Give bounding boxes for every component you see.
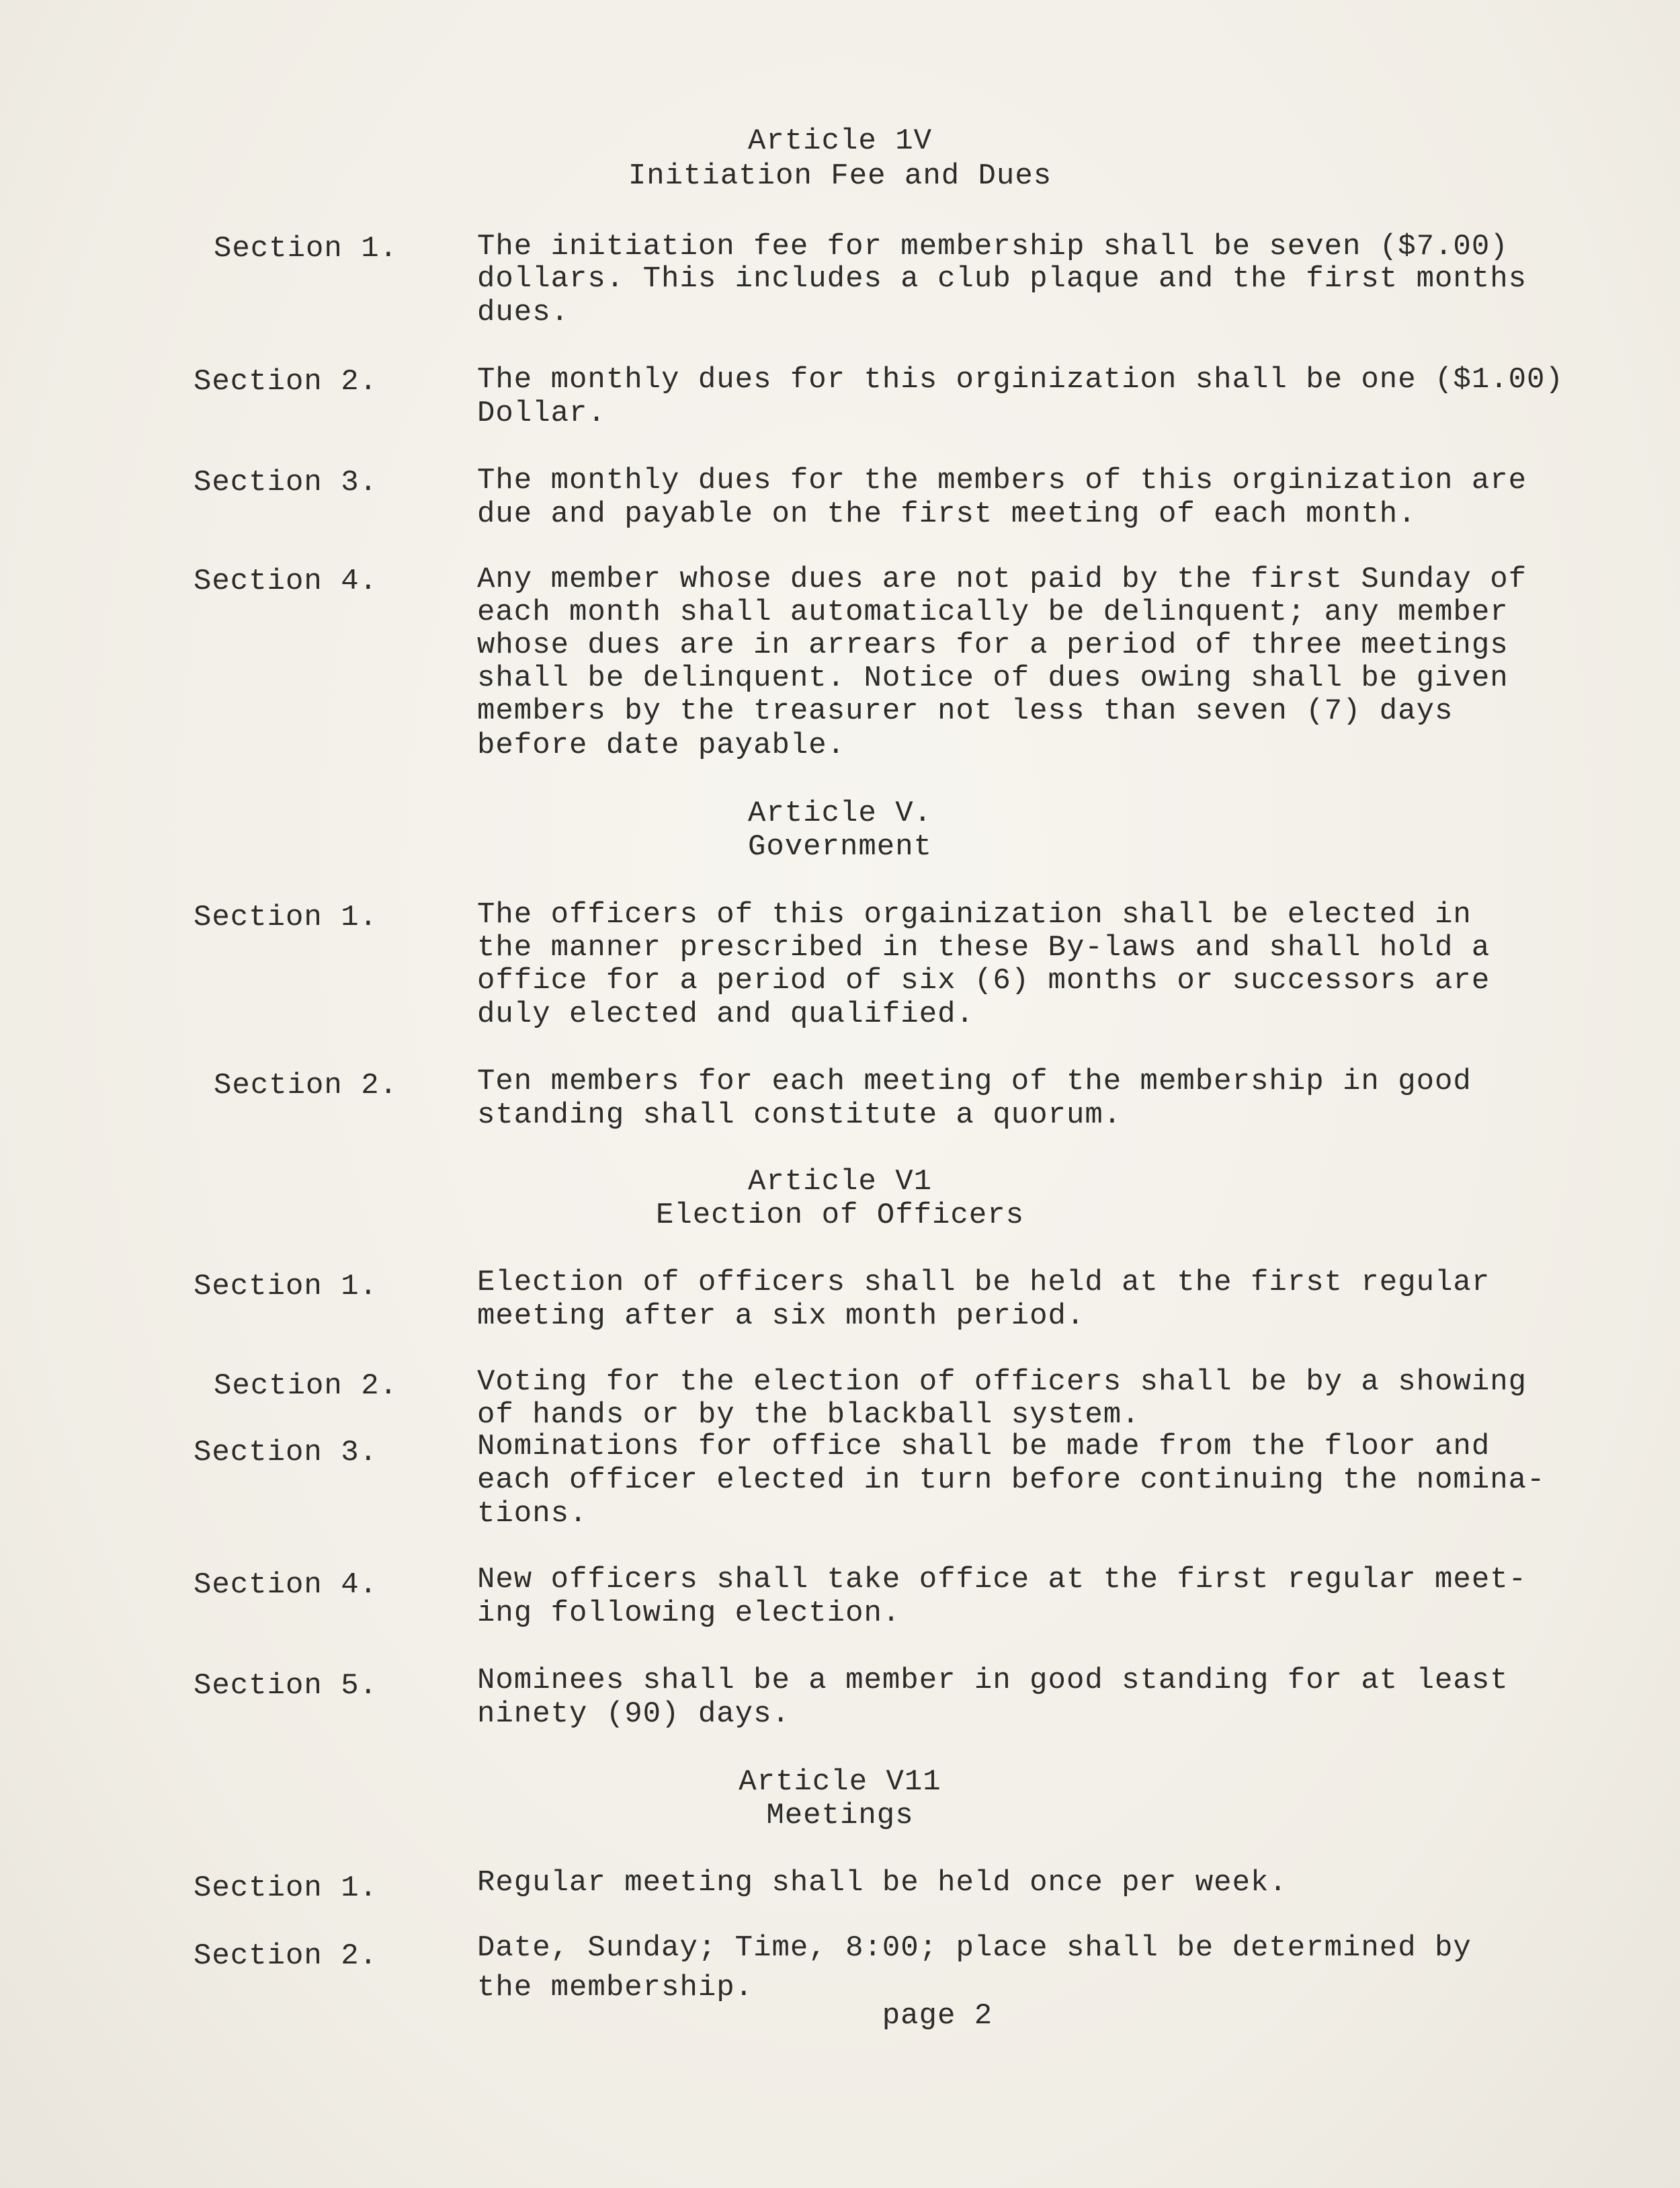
section-text-line: of hands or by the blackball system. <box>477 1398 1140 1432</box>
section-text-line: Regular meeting shall be held once per week. <box>477 1866 1288 1900</box>
section-text-line: tions. <box>477 1497 588 1531</box>
section-text-line: whose dues are in arrears for a period of three meetings <box>477 629 1509 662</box>
section-text-line: members by the treasurer not less than seven (7) days <box>477 694 1454 728</box>
section-label: Section 3. <box>194 466 378 499</box>
article-subtitle: Election of Officers <box>655 1199 1025 1232</box>
section-text-line: the membership. <box>477 1971 754 2004</box>
section-text-line: duly elected and qualified. <box>477 998 974 1031</box>
section-text-line: Nominees shall be a member in good standing for at least <box>477 1664 1509 1697</box>
section-label: Section 1. <box>194 1871 378 1905</box>
page-number: page 2 <box>882 1999 993 2033</box>
section-text-line: Dollar. <box>477 397 606 430</box>
section-text-line: meeting after a six month period. <box>477 1299 1085 1333</box>
section-text-line: dues. <box>477 296 570 329</box>
section-label: Section 2. <box>214 1369 398 1403</box>
section-label: Section 2. <box>214 1069 398 1102</box>
article-title: Article 1V <box>747 124 933 158</box>
section-label: Section 1. <box>214 232 398 266</box>
section-text-line: before date payable. <box>477 729 846 762</box>
article-subtitle: Meetings <box>766 1799 914 1832</box>
section-label: Section 1. <box>194 901 378 934</box>
section-text-line: Nominations for office shall be made from the floor and <box>477 1430 1490 1463</box>
section-text-line: The officers of this orgainization shall be elected in <box>477 898 1472 932</box>
section-text-line: shall be delinquent. Notice of dues owing shall be given <box>477 661 1509 695</box>
section-label: Section 2. <box>194 365 378 399</box>
section-text-line: ing following election. <box>477 1596 901 1630</box>
section-text-line: Date, Sunday; Time, 8:00; place shall be determined by <box>477 1931 1472 1965</box>
section-text-line: dollars. This includes a club plaque and the first months <box>477 262 1527 296</box>
section-text-line: the manner prescribed in these By-laws and shall hold a <box>477 931 1490 965</box>
section-label: Section 5. <box>194 1669 378 1703</box>
section-text-line: The monthly dues for the members of this orginization are <box>477 464 1527 497</box>
section-text-line: New officers shall take office at the first regular meet- <box>477 1563 1527 1596</box>
section-text-line: The initiation fee for membership shall be seven ($7.00) <box>477 230 1509 264</box>
section-text-line: Voting for the election of officers shall be by a showing <box>477 1365 1527 1399</box>
section-text-line: Any member whose dues are not paid by the first Sunday of <box>477 563 1527 596</box>
article-title: Article V. <box>747 797 933 830</box>
section-text-line: Election of officers shall be held at the first regular <box>477 1266 1490 1299</box>
section-label: Section 3. <box>194 1436 378 1469</box>
article-title: Article V11 <box>739 1765 941 1799</box>
article-title: Article V1 <box>747 1165 933 1199</box>
section-label: Section 4. <box>194 1568 378 1602</box>
section-text-line: office for a period of six (6) months or successors are <box>477 964 1490 998</box>
section-label: Section 4. <box>194 565 378 598</box>
section-text-line: The monthly dues for this orginization shall be one ($1.00) <box>477 363 1564 397</box>
section-text-line: ninety (90) days. <box>477 1697 790 1731</box>
section-label: Section 1. <box>194 1270 378 1303</box>
section-text-line: each month shall automatically be delinquent; any member <box>477 596 1509 629</box>
section-text-line: standing shall constitute a quorum. <box>477 1098 1122 1132</box>
section-text-line: Ten members for each meeting of the membership in good <box>477 1065 1472 1098</box>
article-subtitle: Government <box>747 830 933 864</box>
section-label: Section 2. <box>194 1939 378 1973</box>
section-text-line: each officer elected in turn before continuing the nomina- <box>477 1463 1546 1497</box>
article-subtitle: Initiation Fee and Dues <box>628 159 1052 193</box>
section-text-line: due and payable on the first meeting of each month. <box>477 497 1417 531</box>
